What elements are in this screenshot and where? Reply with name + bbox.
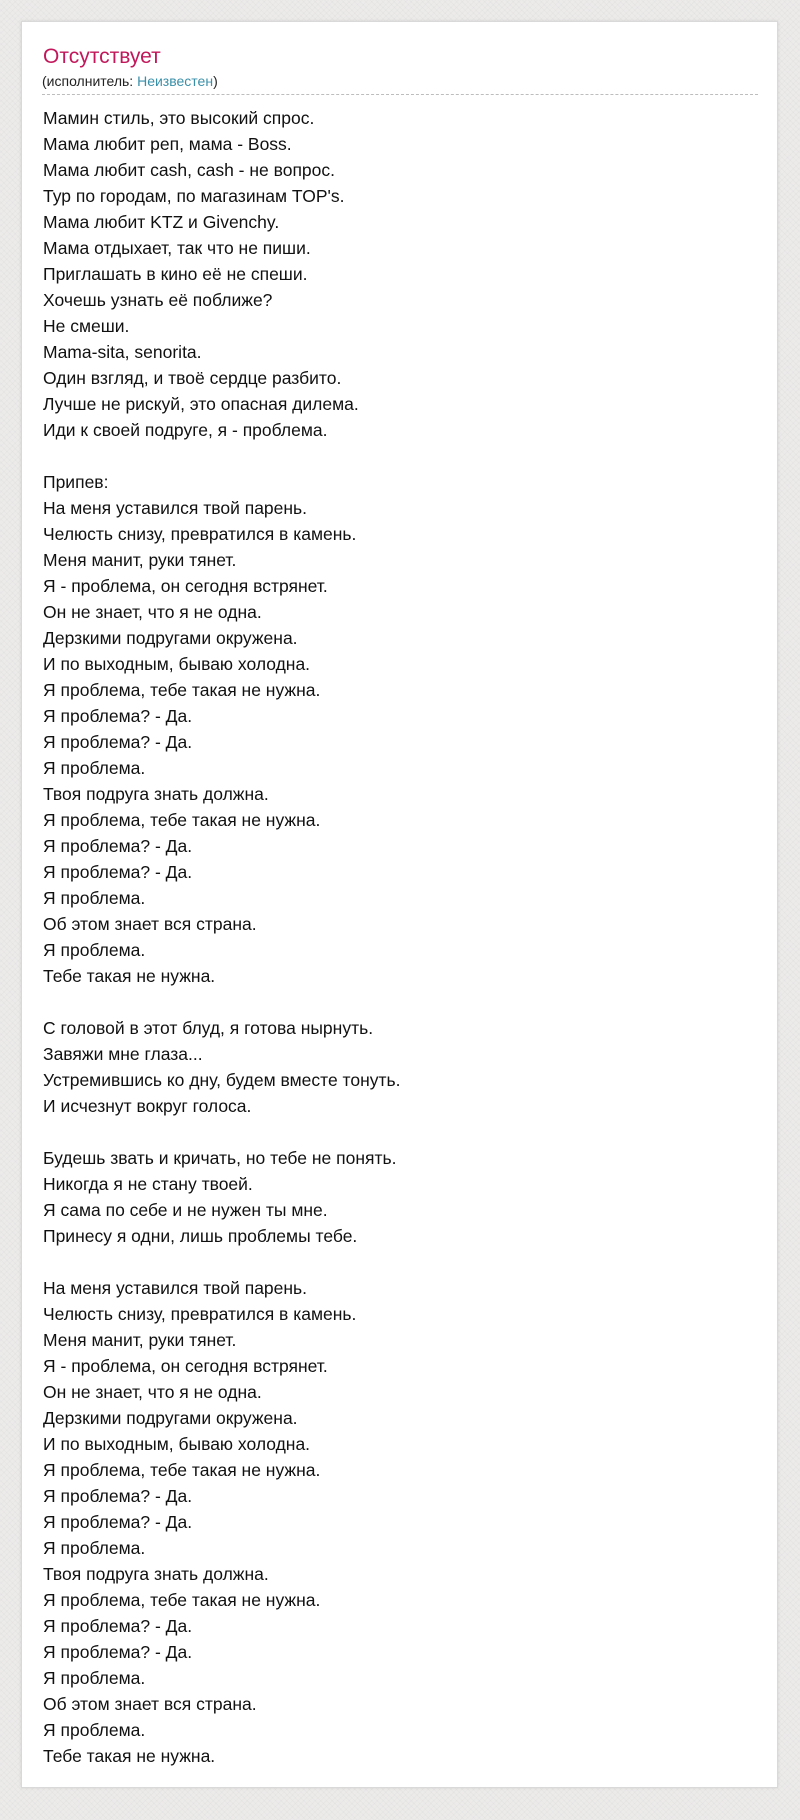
lyrics-line: И по выходным, бываю холодна. [43, 1434, 311, 1454]
lyrics-line: Я сама по себе и не нужен ты мне. [43, 1200, 328, 1220]
lyrics-line: Мама отдыхает, так что не пиши. [43, 238, 311, 258]
lyrics-line: Я проблема? - Да. [43, 862, 193, 882]
lyrics-line: Устремившись ко дну, будем вместе тонуть. [43, 1070, 401, 1090]
lyrics-line: Я проблема? - Да. [43, 732, 193, 752]
lyrics-line: Приглашать в кино её не спеши. [43, 264, 308, 284]
lyrics-blank-line [43, 1119, 763, 1145]
lyrics-line: Я проблема, тебе такая не нужна. [43, 1590, 321, 1610]
lyrics-line: Мама любит KTZ и Givenchy. [43, 212, 280, 232]
lyrics-line: Я проблема. [43, 1538, 146, 1558]
lyrics-line: Иди к своей подруге, я - проблема. [43, 420, 328, 440]
lyrics-line: Меня манит, руки тянет. [43, 1330, 237, 1350]
lyrics-line: На меня уставился твой парень. [43, 1278, 308, 1298]
lyrics-line: Я проблема? - Да. [43, 1642, 193, 1662]
lyrics-text [43, 105, 763, 1769]
lyrics-line: Я проблема. [43, 1668, 146, 1688]
lyrics-line: Я - проблема, он сегодня встрянет. [43, 1356, 328, 1376]
song-title: Отсутствует [43, 45, 161, 68]
lyrics-line: Хочешь узнать её поближе? [43, 290, 273, 310]
lyrics-line: Он не знает, что я не одна. [43, 1382, 262, 1402]
lyrics-line: Дерзкими подругами окружена. [43, 628, 298, 648]
lyrics-line: Принесу я одни, лишь проблемы тебе. [43, 1226, 358, 1246]
lyrics-blank-line [43, 1249, 763, 1275]
lyrics-line: Мама любит cash, cash - не вопрос. [43, 160, 335, 180]
lyrics-line: Я проблема. [43, 758, 146, 778]
lyrics-line: Я проблема. [43, 940, 146, 960]
lyrics-line: Не смеши. [43, 316, 130, 336]
lyrics-line: Об этом знает вся страна. [43, 1694, 257, 1714]
lyrics-card [21, 21, 778, 1788]
lyrics-line: С головой в этот блуд, я готова нырнуть. [43, 1018, 374, 1038]
lyrics-line: Mama-sita, senorita. [43, 342, 202, 362]
lyrics-line: Я проблема? - Да. [43, 1616, 193, 1636]
lyrics-line: Челюсть снизу, превратился в камень. [43, 1304, 357, 1324]
lyrics-line: Я проблема, тебе такая не нужна. [43, 680, 321, 700]
lyrics-line: Об этом знает вся страна. [43, 914, 257, 934]
lyrics-line: Твоя подруга знать должна. [43, 1564, 269, 1584]
lyrics-line: Твоя подруга знать должна. [43, 784, 269, 804]
lyrics-line: Я проблема? - Да. [43, 1512, 193, 1532]
lyrics-line: Я проблема? - Да. [43, 1486, 193, 1506]
lyrics-line: Я проблема? - Да. [43, 706, 193, 726]
lyrics-line: Я проблема? - Да. [43, 836, 193, 856]
lyrics-line: Один взгляд, и твоё сердце разбито. [43, 368, 342, 388]
lyrics-line: Челюсть снизу, превратился в камень. [43, 524, 357, 544]
lyrics-line: И по выходным, бываю холодна. [43, 654, 311, 674]
lyrics-line: Тур по городам, по магазинам TOP's. [43, 186, 345, 206]
lyrics-line: Завяжи мне глаза... [43, 1044, 203, 1064]
lyrics-line: Он не знает, что я не одна. [43, 602, 262, 622]
lyrics-line: Мамин стиль, это высокий спрос. [43, 108, 315, 128]
artist-suffix: ) [213, 73, 218, 89]
artist-prefix: (исполнитель: [42, 73, 138, 89]
lyrics-line: Я проблема, тебе такая не нужна. [43, 1460, 321, 1480]
lyrics-line: И исчезнут вокруг голоса. [43, 1096, 252, 1116]
lyrics-line: Мама любит реп, мама - Boss. [43, 134, 292, 154]
lyrics-line: Припев: [43, 472, 109, 492]
lyrics-line: Будешь звать и кричать, но тебе не понять. [43, 1148, 397, 1168]
lyrics-line: Тебе такая не нужна. [43, 1746, 216, 1766]
lyrics-line: Меня манит, руки тянет. [43, 550, 237, 570]
lyrics-blank-line [43, 443, 763, 469]
lyrics-line: Я проблема. [43, 888, 146, 908]
lyrics-line: Я проблема. [43, 1720, 146, 1740]
lyrics-line: Лучше не рискуй, это опасная дилема. [43, 394, 359, 414]
song-header [42, 44, 758, 95]
artist-link[interactable]: Неизвестен [137, 73, 214, 89]
lyrics-line: Я проблема, тебе такая не нужна. [43, 810, 321, 830]
lyrics-line: Никогда я не стану твоей. [43, 1174, 253, 1194]
lyrics-line: Дерзкими подругами окружена. [43, 1408, 298, 1428]
lyrics-blank-line [43, 989, 763, 1015]
lyrics-line: На меня уставился твой парень. [43, 498, 308, 518]
lyrics-line: Я - проблема, он сегодня встрянет. [43, 576, 328, 596]
lyrics-line: Тебе такая не нужна. [43, 966, 216, 986]
artist-line [42, 72, 218, 90]
